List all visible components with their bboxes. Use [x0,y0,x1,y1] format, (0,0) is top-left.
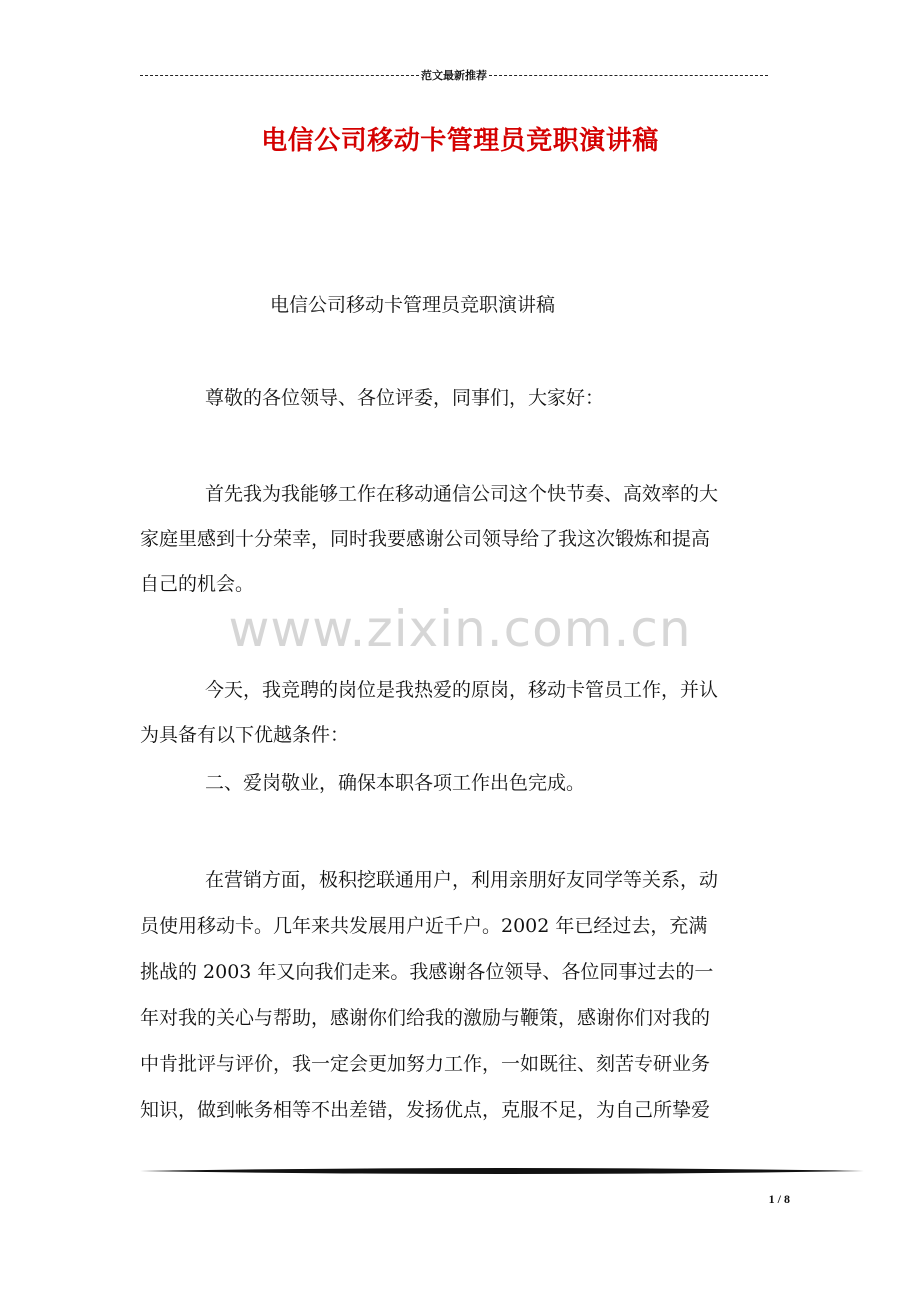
paragraph-2-line-2: 为具备有以下优越条件： [140,724,350,746]
header-rule [140,68,768,82]
page-number: 1 / 8 [768,1192,790,1206]
header-dash-left [140,75,419,76]
paragraph-3: 二、爱岗敬业，确保本职各项工作出色完成。 [205,772,586,794]
paragraph-4-line-4: 年对我的关心与帮助，感谢你们给我的激励与鞭策，感谢你们对我的 [140,1007,711,1029]
watermark: www.zixin.com.cn [228,600,692,658]
header-label: 范文最新推荐 [421,69,487,82]
paragraph-4-line-6: 知识，做到帐务相等不出差错，发扬优点，克服不足，为自己所挚爱 [140,1099,711,1121]
paragraph-4-line-2: 员使用移动卡。几年来共发展用户近千户。2002 年已经过去，充满 [140,915,708,937]
paragraph-4-line-5: 中肯批评与评价，我一定会更加努力工作，一如既往、刻苦专研业务 [140,1053,711,1075]
paragraph-2-line-1: 今天，我竞聘的岗位是我热爱的原岗，移动卡管员工作，并认 [205,679,719,701]
paragraph-1-line-3: 自己的机会。 [140,573,255,595]
document-title: 电信公司移动卡管理员竞职演讲稿 [261,126,659,156]
subtitle: 电信公司移动卡管理员竞职演讲稿 [270,294,556,316]
paragraph-4-line-3: 挑战的 2003 年又向我们走来。我感谢各位领导、各位同事过去的一 [140,961,714,983]
paragraph-4-line-1: 在营销方面，极积挖联通用户，利用亲朋好友同学等关系，动 [205,869,719,891]
greeting: 尊敬的各位领导、各位评委，同事们，大家好： [205,387,605,409]
paragraph-1-line-2: 家庭里感到十分荣幸，同时我要感谢公司领导给了我这次锻炼和提高 [140,528,711,550]
paragraph-1-line-1: 首先我为我能够工作在移动通信公司这个快节奏、高效率的大 [205,483,719,505]
header-dash-right [489,75,768,76]
footer-divider [140,1164,864,1178]
